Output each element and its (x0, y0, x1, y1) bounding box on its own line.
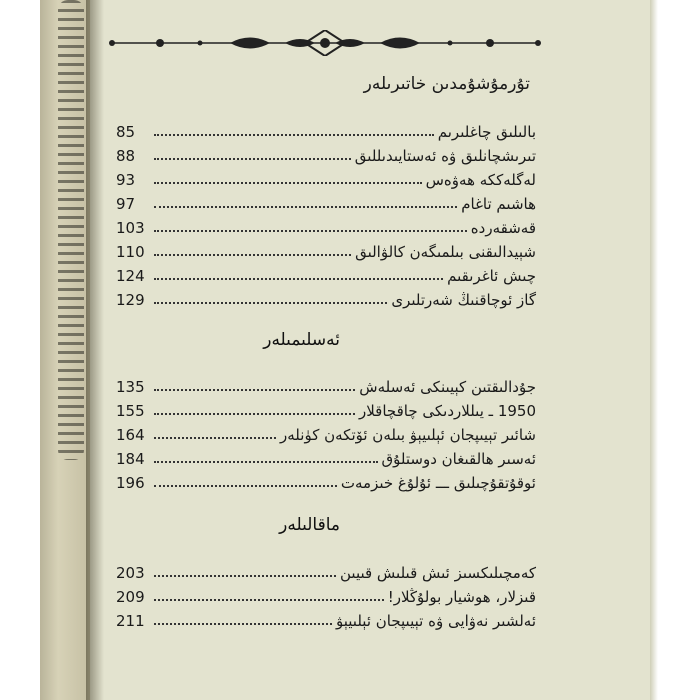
toc-page-number: 135 (116, 378, 145, 396)
toc-page-number: 184 (116, 450, 145, 468)
spine-ornament-pattern (58, 0, 84, 460)
toc-entry-title: ھاشىم تاغام (461, 195, 536, 213)
toc-entry-title: ئەسىر ھالقىغان دوستلۇق (381, 450, 536, 468)
header-ornament (100, 30, 550, 56)
section-heading: ئەسلىمىلەر (263, 330, 340, 350)
toc-entry (116, 213, 536, 237)
toc-page-number: 110 (116, 243, 145, 261)
toc-leader-dots (154, 389, 355, 391)
toc-page-number: 85 (116, 123, 136, 141)
toc-leader-dots (154, 413, 355, 415)
toc-leader-dots (154, 254, 351, 256)
toc-entry (116, 558, 536, 582)
toc-entry-title: 1950 ـ يىللاردىكى چاقچاقلار (358, 402, 536, 420)
toc-page-number: 97 (116, 195, 136, 213)
toc-leader-dots (154, 302, 387, 304)
toc-entry-title: قىزلار، ھوشيار بولۇڭلار! (387, 588, 536, 606)
toc-entry (116, 117, 536, 141)
toc-page-number: 211 (116, 612, 145, 630)
section-heading: ماقالىلەر (279, 515, 340, 535)
toc-entry (116, 165, 536, 189)
toc-leader-dots (154, 206, 457, 208)
toc-leader-dots (154, 623, 332, 625)
toc-entry (116, 285, 536, 309)
toc-entry-title: جۇدالىقتىن كېيىنكى ئەسلەش (359, 378, 536, 396)
toc-page-number: 124 (116, 267, 145, 285)
toc-page-number: 88 (116, 147, 136, 165)
toc-entry-title: گاز ئوچاقنىڭ شەرتلىرى (391, 291, 536, 309)
toc-entry (116, 189, 536, 213)
toc-leader-dots (154, 461, 378, 463)
toc-page-number: 103 (116, 219, 145, 237)
toc-leader-dots (154, 437, 276, 439)
toc-entry (116, 237, 536, 261)
toc-leader-dots (154, 134, 434, 136)
toc-page-number: 203 (116, 564, 145, 582)
toc-leader-dots (154, 599, 384, 601)
toc-leader-dots (154, 158, 351, 160)
toc-entry (116, 396, 536, 420)
toc-page-number: 129 (116, 291, 145, 309)
toc-entry-title: تىرىشچانلىق ۋە ئەستايىدىللىق (354, 147, 536, 165)
toc-page-number: 209 (116, 588, 145, 606)
toc-entry-title: شېيدالىقنى بىلمىگەن كالۋالىق (355, 243, 536, 261)
toc-entry (116, 582, 536, 606)
toc-page-number: 196 (116, 474, 145, 492)
toc-entry (116, 444, 536, 468)
page-edge (650, 0, 658, 700)
toc-entry (116, 420, 536, 444)
toc-page-number: 155 (116, 402, 145, 420)
page-title: تۇرمۇشۇمدىن خاتىرىلەر (363, 74, 530, 94)
toc-leader-dots (154, 278, 443, 280)
toc-page-number: 164 (116, 426, 145, 444)
toc-entry (116, 372, 536, 396)
toc-leader-dots (154, 485, 337, 487)
toc-entry (116, 141, 536, 165)
toc-leader-dots (154, 230, 467, 232)
toc-entry (116, 468, 536, 492)
spine-shadow (86, 0, 104, 700)
toc-entry-title: شائىر تېيىپجان ئېلىيېۋ بىلەن ئۆتكەن كۈنلەر (280, 426, 536, 444)
toc-entry-title: قەشقەردە (470, 219, 536, 237)
toc-entry (116, 606, 536, 630)
toc-page-number: 93 (116, 171, 136, 189)
toc-entry-title: بالىلىق چاغلىرىم (437, 123, 536, 141)
toc-entry-title: كەمچىلىكسىز ئىش قىلىش قىيىن (340, 564, 536, 582)
toc-entry (116, 261, 536, 285)
toc-entry-title: ئەلشىر نەۋايى ۋە تېيىپجان ئېلىيېۋ (336, 612, 536, 630)
toc-leader-dots (154, 182, 422, 184)
toc-entry-title: لەگلەككە ھەۋەس (425, 171, 536, 189)
toc-entry-title: ئوقۇتقۇچىلىق ـــ ئۇلۇغ خىزمەت (340, 474, 536, 492)
toc-entry-title: چىش ئاغرىقىم (447, 267, 536, 285)
toc-leader-dots (154, 575, 336, 577)
